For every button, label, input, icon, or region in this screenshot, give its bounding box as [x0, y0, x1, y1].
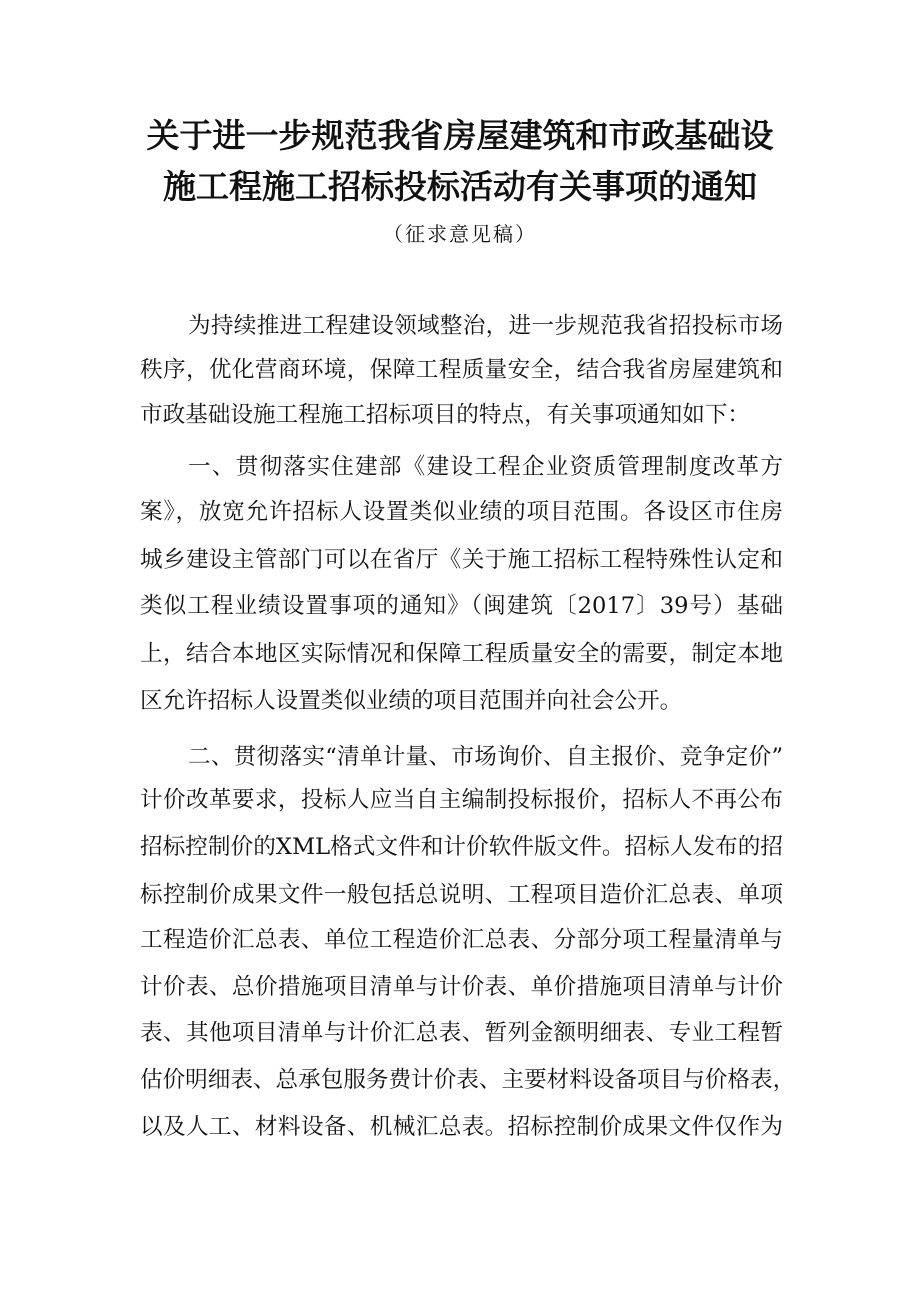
paragraph-line: 类似工程业绩设置事项的通知》（闽建筑〔2017〕39号）基础 [140, 593, 783, 619]
paragraph-line: 计价改革要求，投标人应当自主编制投标报价，招标人不再公布 [140, 787, 783, 813]
paragraph-line: 工程造价汇总表、单位工程造价汇总表、分部分项工程量清单与 [140, 927, 783, 953]
paragraph-line: 市政基础设施工程施工招标项目的特点，有关事项通知如下： [140, 402, 751, 428]
paragraph-line: 表、其他项目清单与计价汇总表、暂列金额明细表、专业工程暂 [140, 1020, 783, 1046]
paragraph-line: 二、贯彻落实“清单计量、市场询价、自主报价、竞争定价” [188, 744, 783, 770]
paragraph-line: 估价明细表、总承包服务费计价表、主要材料设备项目与价格表， [140, 1067, 796, 1093]
paragraph-line: 区允许招标人设置类似业绩的项目范围并向社会公开。 [140, 688, 683, 714]
paragraph-line: 计价表、总价措施项目清单与计价表、单价措施项目清单与计价 [140, 974, 783, 1000]
document-subtitle: （征求意见稿） [383, 222, 537, 246]
paragraph-line: 为持续推进工程建设领域整治，进一步规范我省招投标市场 [188, 313, 783, 339]
document-title-line-2: 施工程施工招标投标活动有关事项的通知 [163, 167, 757, 206]
paragraph-line: 城乡建设主管部门可以在省厅《关于施工招标工程特殊性认定和 [140, 547, 783, 573]
paragraph-line: 一、贯彻落实住建部《建设工程企业资质管理制度改革方 [188, 454, 783, 480]
paragraph-line: 以及人工、材料设备、机械汇总表。招标控制价成果文件仅作为 [140, 1114, 783, 1140]
document-title-line-1: 关于进一步规范我省房屋建筑和市政基础设 [146, 116, 774, 155]
paragraph-line: 标控制价成果文件一般包括总说明、工程项目造价汇总表、单项 [140, 882, 783, 908]
paragraph-line: 秩序，优化营商环境，保障工程质量安全，结合我省房屋建筑和 [140, 357, 783, 383]
paragraph-line: 案》，放宽允许招标人设置类似业绩的项目范围。各设区市住房 [140, 499, 783, 525]
paragraph-line: 招标控制价的XML格式文件和计价软件版文件。招标人发布的招 [140, 834, 783, 860]
paragraph-line: 上，结合本地区实际情况和保障工程质量安全的需要，制定本地 [140, 641, 783, 667]
